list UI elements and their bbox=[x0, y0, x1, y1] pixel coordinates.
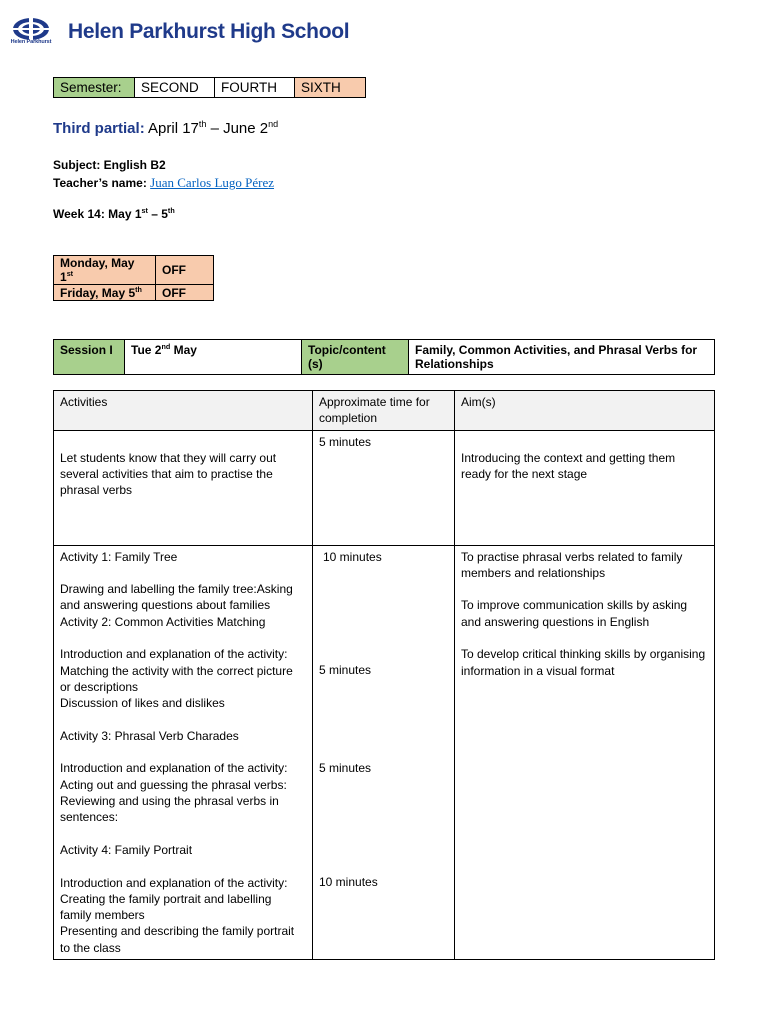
partial-end: June 2 bbox=[223, 120, 269, 137]
semester-option: SECOND bbox=[135, 78, 215, 98]
topic-content: Family, Common Activities, and Phrasal Verbs for Relationships bbox=[409, 340, 715, 375]
session-date: Tue 2nd May bbox=[125, 340, 302, 375]
school-name: Helen Parkhurst High School bbox=[68, 20, 350, 43]
semester-table bbox=[53, 77, 366, 98]
aims-cell: To practise phrasal verbs related to family members and relationships To improve communication skills by asking and answering questions in English To develop critical thinking skills by organising information in a visual format bbox=[455, 545, 715, 959]
table-header-row bbox=[54, 391, 715, 431]
partial-dates: Third partial: April 17th – June 2nd bbox=[53, 119, 279, 137]
subject-label: Subject: English B2 bbox=[53, 158, 166, 172]
activities-cell: Activity 1: Family Tree Drawing and labelling the family tree:Asking and answering questions about families Activity 2: Common Activities Matching Introduction and explanation of the activity: Matching the activity with the correct picture or descriptions Discussion of likes and dislikes Activity 3: Phrasal Verb Charades Introduction and explanation of the activity: Acting out and guessing the phrasal verbs: Reviewing and using the phrasal verbs in sentences: Activity 4: Family Portrait Introduction and explanation of the activity: Creating the family portrait and labelling family members Presenting and describing the family portrait to the class bbox=[54, 545, 313, 959]
teacher-name-link[interactable]: Juan Carlos Lugo Pérez bbox=[150, 175, 275, 190]
intro-time: 5 minutes bbox=[313, 430, 455, 545]
table-row bbox=[54, 430, 715, 545]
days-off-table bbox=[53, 255, 214, 301]
semester-option-selected: SIXTH bbox=[295, 78, 366, 98]
table-row bbox=[54, 545, 715, 959]
partial-label: Third partial bbox=[53, 120, 140, 137]
table-row: Monday, May 1st OFF bbox=[54, 256, 214, 285]
semester-option: FOURTH bbox=[215, 78, 295, 98]
column-header: Aim(s) bbox=[455, 391, 715, 431]
subject-block bbox=[53, 157, 274, 192]
session-label: Session I bbox=[54, 340, 125, 375]
partial-start: April 17 bbox=[148, 120, 199, 137]
semester-label: Semester: bbox=[54, 78, 135, 98]
week-label: Week 14: May 1st – 5th bbox=[53, 206, 175, 221]
times-cell: 10 minutes 5 minutes 5 minutes 10 minutes bbox=[313, 545, 455, 959]
intro-aim: Introducing the context and getting them ready for the next stage bbox=[461, 450, 676, 482]
status-off: OFF bbox=[156, 256, 214, 285]
teacher-label: Teacher’s name: bbox=[53, 176, 147, 190]
topic-label: Topic/content (s) bbox=[302, 340, 409, 375]
logo-text: Helen Parkhurst bbox=[10, 39, 52, 45]
activities-table bbox=[53, 390, 715, 960]
status-off: OFF bbox=[156, 285, 214, 301]
column-header: Activities bbox=[54, 391, 313, 431]
intro-activity: Let students know that they will carry out several activities that aim to practise the phrasal verbs bbox=[60, 450, 277, 498]
session-table bbox=[53, 339, 715, 375]
column-header: Approximate time for completion bbox=[313, 391, 455, 431]
table-row: Friday, May 5th OFF bbox=[54, 285, 214, 301]
